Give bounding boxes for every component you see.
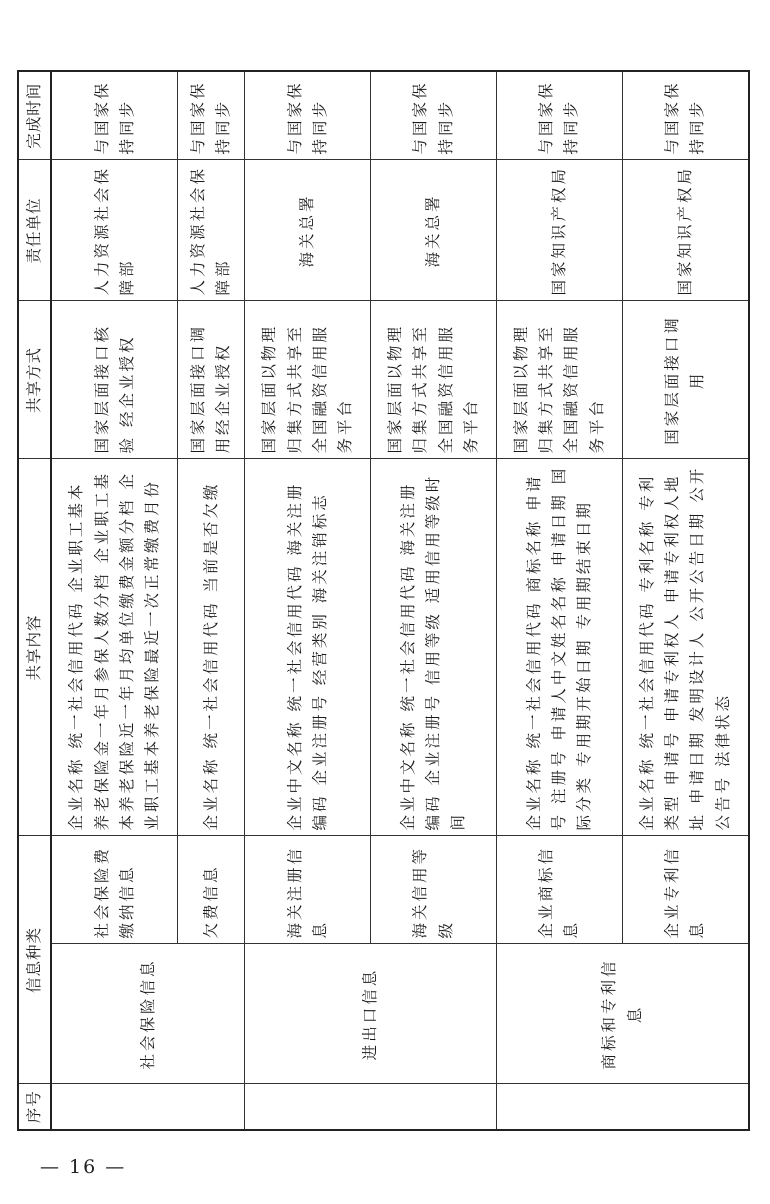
unit-cell: 国家知识产权局 (622, 160, 749, 301)
subcategory-cell: 企业专利信息 (622, 836, 749, 944)
subcategory-cell: 海关注册信息 (245, 836, 371, 944)
deadline-cell: 与国家保持同步 (497, 71, 623, 160)
deadline-cell: 与国家保持同步 (371, 71, 497, 160)
unit-cell: 人力资源社会保障部 (51, 160, 178, 301)
header-method: 共享方式 (18, 301, 51, 459)
subcategory-cell: 欠费信息 (178, 836, 245, 944)
index-cell (51, 1084, 245, 1130)
deadline-cell: 与国家保持同步 (245, 71, 371, 160)
content-cell: 企业中文名称 统一社会信用代码 海关注册编码 企业注册号 经营类别 海关注销标志 (245, 459, 371, 836)
group-cell: 进出口信息 (245, 944, 497, 1084)
deadline-cell: 与国家保持同步 (51, 71, 178, 160)
content-cell: 企业名称 统一社会信用代码 当前是否欠缴 (178, 459, 245, 836)
unit-cell: 海关总署 (245, 160, 371, 301)
method-cell: 国家层面以物理归集方式共享至全国融资信用服务平台 (497, 301, 623, 459)
table-row (497, 71, 623, 1130)
content-cell: 企业名称 统一社会信用代码 商标名称 申请号 注册号 申请人中文姓名名称 申请日期 国际分类 专用期开始日期 专用期结束日期 (497, 459, 623, 836)
header-index: 序号 (18, 1084, 51, 1130)
header-row (18, 71, 51, 1130)
group-cell: 商标和专利信息 (497, 944, 749, 1084)
unit-cell: 人力资源社会保障部 (178, 160, 245, 301)
subcategory-cell: 社会保险费缴纳信息 (51, 836, 178, 944)
index-cell (245, 1084, 497, 1130)
method-cell: 国家层面以物理归集方式共享至全国融资信用服务平台 (245, 301, 371, 459)
header-category: 信息种类 (18, 836, 51, 1084)
header-unit: 责任单位 (18, 160, 51, 301)
subcategory-cell: 海关信用等级 (371, 836, 497, 944)
content-cell: 企业名称 统一社会信用代码 专利名称 专利类型 申请号 申请专利权人 申请专利权人地址 申请日期 发明设计人 公开公告日期 公开公告号 法律状态 (622, 459, 749, 836)
header-content: 共享内容 (18, 459, 51, 836)
rotated-table-area (17, 72, 750, 1131)
table-row (245, 71, 371, 1130)
page-number: — 16 — (40, 1156, 127, 1178)
shared-info-table (17, 70, 750, 1131)
table-row (51, 71, 178, 1130)
method-cell: 国家层面接口调用 (622, 301, 749, 459)
deadline-cell: 与国家保持同步 (622, 71, 749, 160)
content-cell: 企业名称 统一社会信用代码 企业职工基本养老保险金一年月参保人数分档 企业职工基本养老保险近一年月均单位缴费金额分档 企业职工基本养老保险最近一次正常缴费月份 (51, 459, 178, 836)
unit-cell: 海关总署 (371, 160, 497, 301)
method-cell: 国家层面接口核验 经企业授权 (51, 301, 178, 459)
unit-cell: 国家知识产权局 (497, 160, 623, 301)
subcategory-cell: 企业商标信息 (497, 836, 623, 944)
group-cell: 社会保险信息 (51, 944, 245, 1084)
index-cell (497, 1084, 749, 1130)
header-deadline: 完成时间 (18, 71, 51, 160)
deadline-cell: 与国家保持同步 (178, 71, 245, 160)
content-cell: 企业中文名称 统一社会信用代码 海关注册编码 企业注册号 信用等级 适用信用等级时间 (371, 459, 497, 836)
method-cell: 国家层面接口调用经企业授权 (178, 301, 245, 459)
method-cell: 国家层面以物理归集方式共享至全国融资信用服务平台 (371, 301, 497, 459)
